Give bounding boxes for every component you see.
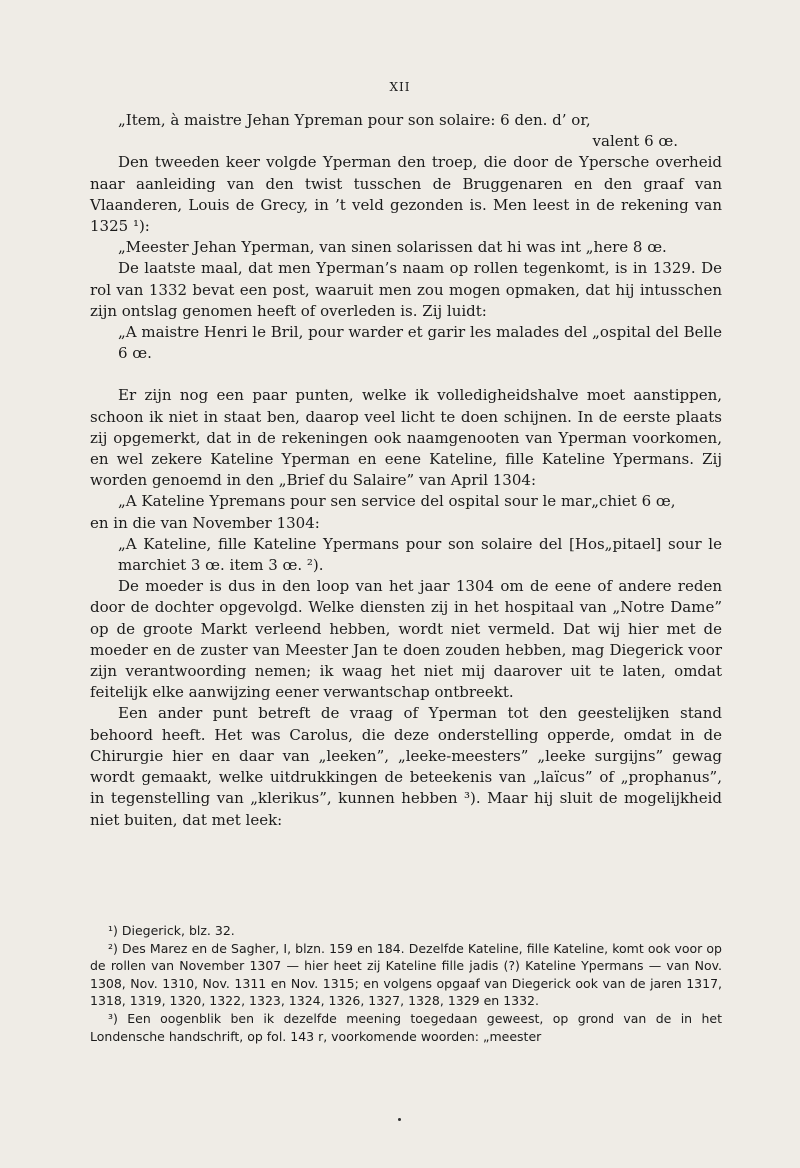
quote-paragraph: „A Kateline Ypremans pour sen service del ospital sour le mar„chiet 6 œ,	[118, 492, 676, 511]
body-paragraph: De laatste maal, dat men Yperman’s naam op rollen tegenkomt, is in 1329. De rol van 1332 bevat een post, waaruit men zou mogen opmaken, dat hij intusschen zijn ontslag genomen heeft of overleden is. Zij luidt:	[90, 259, 722, 320]
body-paragraph: en in die van November 1304:	[90, 513, 320, 532]
body-paragraph: De moeder is dus in den loop van het jaar 1304 om de eene of andere reden door de dochter opgevolgd. Welke diensten zij in het hospitaal van „Notre Dame” op de groote Markt verleend hebben, wordt niet vermeld. Dat wij hier met de moeder en de zuster van Meester Jan te doen zouden hebben, mag Diegerick voor zijn verantwoording nemen; ik waag het niet mij daarover uit te laten, omdat feitelijk elke aanwijzing eener verwantschap ontbreekt.	[90, 577, 722, 702]
quote-paragraph: „A Kateline, fille Kateline Ypermans pour son solaire del [Hos„pitael] sour le marchiet 3 œ. item 3 œ. ²).	[118, 534, 722, 575]
main-text	[90, 110, 722, 831]
footnote: ²) Des Marez en de Sagher, I, blzn. 159 en 184. Dezelfde Kateline, fille Kateline, komt ook voor op de rollen van November 1307 — hier heet zij Kateline fille jadis (?) Kateline Ypermans — van Nov. 1308, Nov. 1310, Nov. 1311 en Nov. 1315; en volgens opgaaf van Diegerick ook van de jaren 1317, 1318, 1319, 1320, 1322, 1323, 1324, 1326, 1327, 1328, 1329 en 1332.	[90, 940, 722, 1009]
quote-paragraph-continuation: valent 6 œ.	[592, 132, 678, 151]
footnotes	[90, 922, 722, 1045]
page-number: XII	[389, 80, 411, 94]
quote-paragraph: „A maistre Henri le Bril, pour warder et garir les malades del „ospital del Belle 6 œ.	[118, 323, 722, 363]
body-paragraph: Een ander punt betreft de vraag of Yperman tot den geestelijken stand behoord heeft. Het was Carolus, die deze onderstelling opperde, omdat in de Chirurgie hier en daar van „leeken”, „leeke-meesters” „leeke surgijns” gewag wordt gemaakt, welke uitdrukkingen de beteekenis van „laïcus” of „prophanus”, in tegenstelling van „klerikus”, kunnen hebben ³). Maar hij sluit de mogelijkheid niet buiten, dat met leek:	[90, 704, 722, 829]
ink-speck	[398, 1118, 401, 1121]
body-paragraph: Er zijn nog een paar punten, welke ik volledigheidshalve moet aanstippen, schoon ik niet in staat ben, daarop veel licht te doen schijnen. In de eerste plaats zij opgemerkt, dat in de rekeningen ook naamgenooten van Yperman voorkomen, en wel zekere Kateline Yperman en eene Kateline, fille Kateline Ypermans. Zij worden genoemd in den „Brief du Salaire” van April 1304:	[90, 386, 722, 490]
quote-paragraph: „Item, à maistre Jehan Ypreman pour son solaire: 6 den. d’ or,	[118, 111, 591, 129]
quote-paragraph: „Meester Jehan Yperman, van sinen solarissen dat hi was int „here 8 œ.	[118, 238, 667, 257]
body-paragraph: Den tweeden keer volgde Yperman den troep, die door de Ypersche overheid naar aanleiding van den twist tusschen de Bruggenaren en den graaf van Vlaanderen, Louis de Grecy, in ’t veld gezonden is. Men leest in de rekening van 1325 ¹):	[90, 153, 722, 236]
footnote: ³) Een oogenblik ben ik dezelfde meening toegedaan geweest, op grond van de in het Londensche handschrift, op fol. 143 r, voorkomende woorden: „meester	[90, 1010, 722, 1044]
footnote: ¹) Diegerick, blz. 32.	[108, 923, 235, 938]
